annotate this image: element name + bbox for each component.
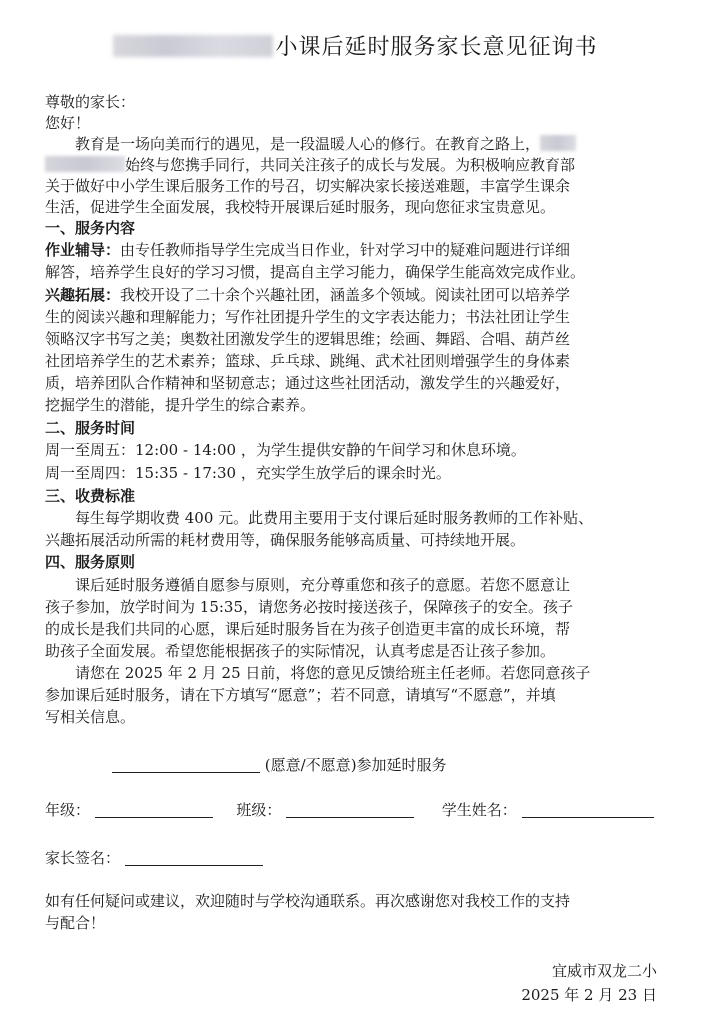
parent-signature-label: 家长签名：: [45, 849, 121, 867]
signature-date: 2025 年 2 月 23 日: [521, 986, 657, 1004]
redacted-school-name: [113, 35, 273, 57]
section-heading: 四、服务原则: [45, 553, 136, 571]
paragraph-line: 课后延时服务遵循自愿参与原则，充分尊重您和孩子的意愿。若您不愿意让: [75, 576, 571, 594]
intro-line: 始终与您携手同行，共同关注孩子的成长与发展。为积极响应教育部: [45, 155, 670, 176]
paragraph-line: 兴趣拓展活动所需的耗材费用等，确保服务能够高质量、可持续地开展。: [45, 531, 526, 549]
greeting-line: 尊敬的家长：: [45, 93, 136, 111]
section-heading: 三、收费标准: [45, 487, 136, 505]
student-name-label: 学生姓名：: [441, 801, 517, 819]
closing-line: 如有任何疑问或建议，欢迎随时与学校沟通联系。再次感谢您对我校工作的支持: [45, 892, 571, 910]
class-label: 班级：: [236, 801, 282, 819]
paragraph-line: 的成长是我们共同的心愿，课后延时服务旨在为孩子创造更丰富的成长环境，帮: [45, 620, 571, 638]
school-signature: 宜威市双龙二小: [551, 962, 657, 980]
paragraph-line: 挖掘学生的潜能，提升学生的综合素养。: [45, 396, 316, 414]
intro-line: 生活，促进学生全面发展，我校特开展课后延时服务，现向您征求宝贵意见。: [45, 198, 556, 216]
redacted-text: [45, 156, 125, 172]
paragraph-line: 领略汉字书写之美；奥数社团激发学生的逻辑思维；绘画、舞蹈、合唱、葫芦丝: [45, 330, 571, 348]
intro-line: 教育是一场向美而行的遇见，是一段温暖人心的修行。在教育之路上，: [45, 134, 700, 155]
intro-line: 关于做好中小学生课后服务工作的号召，切实解决家长接送难题，丰富学生课余: [45, 177, 571, 195]
paragraph-line: 孩子参加，放学时间为 15:35，请您务必按时接送孩子，保障孩子的安全。孩子: [45, 598, 573, 616]
willing-blank[interactable]: [112, 756, 260, 773]
closing-line: 与配合！: [45, 914, 106, 932]
section-heading: 一、服务内容: [45, 219, 136, 237]
info-row: [45, 800, 670, 821]
paragraph-line: 每生每学期收费 400 元。此费用主要用于支付课后延时服务教师的工作补贴、: [75, 509, 594, 527]
paragraph-line: 助孩子全面发展。希望您能根据孩子的实际情况，认真考虑是否让孩子参加。: [45, 642, 556, 660]
paragraph-line: 参加课后延时服务，请在下方填写“愿意”；若不同意，请填写“不愿意”，并填: [45, 686, 556, 704]
paragraph-line: 兴趣拓展：我校开设了二十余个兴趣社团，涵盖多个领域。阅读社团可以培养学: [45, 286, 571, 304]
section-heading: 二、服务时间: [45, 419, 136, 437]
student-name-blank[interactable]: [522, 801, 654, 818]
schedule-row: 周一至周四：15:35 - 17:30 ，充实学生放学后的课余时光。: [45, 464, 451, 482]
willing-label: (愿意/不愿意)参加延时服务: [264, 756, 447, 774]
greeting-line: 您好！: [45, 114, 91, 132]
parent-signature-blank[interactable]: [125, 849, 263, 866]
grade-blank[interactable]: [95, 801, 213, 818]
paragraph-line: 写相关信息。: [45, 708, 136, 726]
paragraph-line: 解答，培养学生良好的学习习惯，提高自主学习能力，确保学生能高效完成作业。: [45, 263, 586, 281]
class-blank[interactable]: [286, 801, 414, 818]
paragraph-line: 作业辅导：由专任教师指导学生完成当日作业，针对学习中的疑难问题进行详细: [45, 241, 571, 259]
grade-label: 年级：: [45, 801, 91, 819]
paragraph-line: 生的阅读兴趣和理解能力；写作社团提升学生的文字表达能力；书法社团让学生: [45, 308, 571, 326]
paragraph-line: 质，培养团队合作精神和坚韧意志；通过这些社团活动，激发学生的兴趣爱好，: [45, 374, 571, 392]
schedule-row: 周一至周五：12:00 - 14:00 ，为学生提供安静的午间学习和休息环境。: [45, 441, 526, 459]
paragraph-line: 社团培养学生的艺术素养；篮球、乒乓球、跳绳、武术社团则增强学生的身体素: [45, 352, 571, 370]
parent-signature-row: [45, 848, 670, 869]
paragraph-line: 请您在 2025 年 2 月 25 日前，将您的意见反馈给班主任老师。若您同意孩子: [75, 664, 591, 682]
willing-row: [112, 755, 652, 776]
redacted-text: [540, 135, 576, 151]
document-title: 小课后延时服务家长意见征询书: [0, 30, 711, 61]
